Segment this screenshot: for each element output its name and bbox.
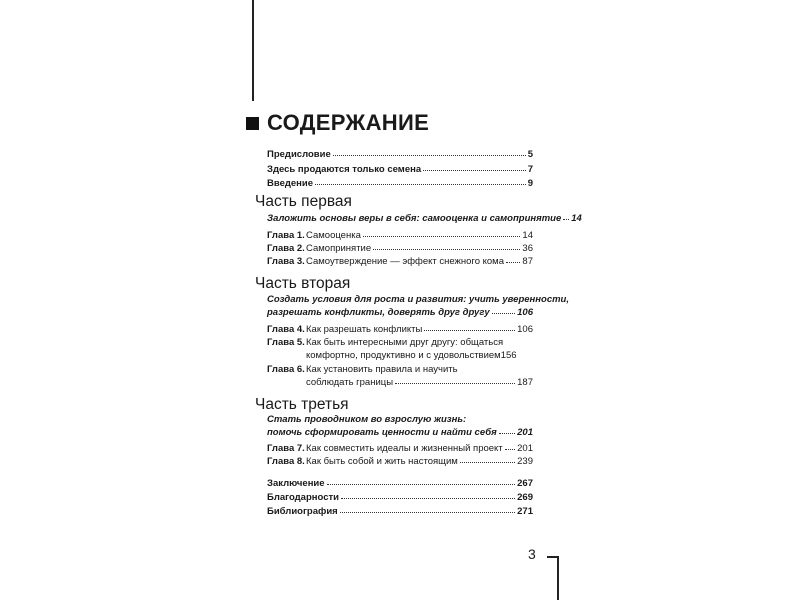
toc-entry-preface[interactable] (267, 148, 533, 161)
subtitle-line: Заложить основы веры в себя: самооценка и самопринятие (267, 213, 562, 224)
part-2-heading: Часть вторая (255, 275, 351, 292)
chapter-title: Самопринятие (306, 243, 372, 254)
dot-leader (327, 484, 516, 485)
dot-leader (333, 155, 526, 156)
entry-page: 267 (517, 478, 533, 489)
chapter-title: Самооценка (306, 230, 361, 241)
dot-leader (505, 449, 515, 450)
part-2-subtitle-line-2[interactable] (267, 306, 533, 319)
chapter-title: Как совместить идеалы и жизненный проект (306, 443, 503, 454)
entry-page: 7 (527, 164, 533, 175)
toc-entry-acknowledgements[interactable] (267, 491, 533, 504)
subtitle-line: Стать проводником во взрослую жизнь: (267, 414, 467, 425)
part-1-subtitle[interactable] (267, 212, 582, 225)
toc-chapter-6[interactable] (267, 363, 533, 376)
chapter-title: Как быть интересными друг другу: общаться (306, 337, 504, 348)
dot-leader (499, 433, 515, 434)
dot-leader (341, 498, 515, 499)
entry-title: Введение (267, 178, 314, 189)
entry-page: 187 (517, 377, 533, 388)
subtitle-line: разрешать конфликты, доверять друг другу (267, 307, 490, 318)
entry-page: 239 (517, 456, 533, 467)
entry-page: 271 (517, 506, 533, 517)
entry-page: 106 (517, 324, 533, 335)
chapter-title: Как разрешать конфликты (306, 324, 423, 335)
entry-page: 87 (522, 256, 533, 267)
dot-leader (315, 184, 526, 185)
title-square-bullet (246, 117, 259, 130)
toc-chapter-5-continued[interactable] (306, 349, 533, 362)
bottom-vertical-rule (557, 557, 559, 600)
part-3-subtitle-line-2[interactable] (267, 426, 533, 439)
toc-chapter-1[interactable] (267, 229, 533, 242)
subtitle-line: помочь сформировать ценности и найти себя (267, 427, 497, 438)
chapter-title: комфортно, продуктивно и с удовольствием (306, 350, 501, 361)
chapter-label: Глава 6. (267, 364, 305, 375)
top-vertical-rule (252, 0, 254, 101)
entry-page: 201 (517, 443, 533, 454)
toc-chapter-7[interactable] (267, 442, 533, 455)
toc-chapter-8[interactable] (267, 455, 533, 468)
chapter-label: Глава 2. (267, 243, 305, 254)
dot-leader (424, 330, 515, 331)
entry-title: Здесь продаются только семена (267, 164, 422, 175)
entry-page: 5 (527, 149, 533, 160)
entry-page: 156 (500, 350, 517, 361)
page-number-tick (547, 556, 559, 558)
part-2-subtitle-line-1[interactable] (267, 293, 569, 306)
dot-leader (340, 512, 515, 513)
toc-entry-bibliography[interactable] (267, 505, 533, 518)
dot-leader (492, 313, 515, 314)
toc-chapter-5[interactable] (267, 336, 533, 349)
dot-leader (373, 249, 520, 250)
chapter-label: Глава 7. (267, 443, 305, 454)
dot-leader (423, 170, 526, 171)
chapter-label: Глава 5. (267, 337, 305, 348)
toc-entry-conclusion[interactable] (267, 477, 533, 490)
dot-leader (395, 383, 515, 384)
chapter-label: Глава 4. (267, 324, 305, 335)
dot-leader (460, 462, 515, 463)
part-3-heading: Часть третья (255, 396, 349, 413)
chapter-label: Глава 1. (267, 230, 305, 241)
toc-entry-seeds[interactable] (267, 163, 533, 176)
page-number: 3 (528, 546, 536, 562)
toc-chapter-2[interactable] (267, 242, 533, 255)
toc-chapter-4[interactable] (267, 323, 533, 336)
chapter-title: Как установить правила и научить (306, 364, 458, 375)
toc-entry-introduction[interactable] (267, 177, 533, 190)
entry-page: 14 (571, 213, 582, 224)
entry-page: 36 (522, 243, 533, 254)
entry-page: 106 (517, 307, 533, 318)
part-1-heading: Часть первая (255, 193, 352, 210)
dot-leader (563, 219, 569, 220)
part-3-subtitle-line-1[interactable] (267, 413, 533, 426)
entry-page: 201 (517, 427, 533, 438)
subtitle-line: Создать условия для роста и развития: учить уверенности, (267, 294, 569, 305)
entry-page: 269 (517, 492, 533, 503)
chapter-label: Глава 8. (267, 456, 305, 467)
entry-title: Библиография (267, 506, 338, 517)
entry-title: Заключение (267, 478, 325, 489)
entry-title: Предисловие (267, 149, 331, 160)
toc-chapter-3[interactable] (267, 255, 533, 268)
chapter-title: Самоутверждение — эффект снежного кома (306, 256, 504, 267)
entry-page: 14 (522, 230, 533, 241)
entry-title: Благодарности (267, 492, 339, 503)
chapter-title: Как быть собой и жить настоящим (306, 456, 458, 467)
chapter-title: соблюдать границы (306, 377, 394, 388)
toc-chapter-6-continued[interactable] (306, 376, 533, 389)
entry-page: 9 (527, 178, 533, 189)
chapter-label: Глава 3. (267, 256, 305, 267)
dot-leader (506, 262, 520, 263)
toc-title: СОДЕРЖАНИЕ (267, 110, 430, 135)
dot-leader (363, 236, 521, 237)
